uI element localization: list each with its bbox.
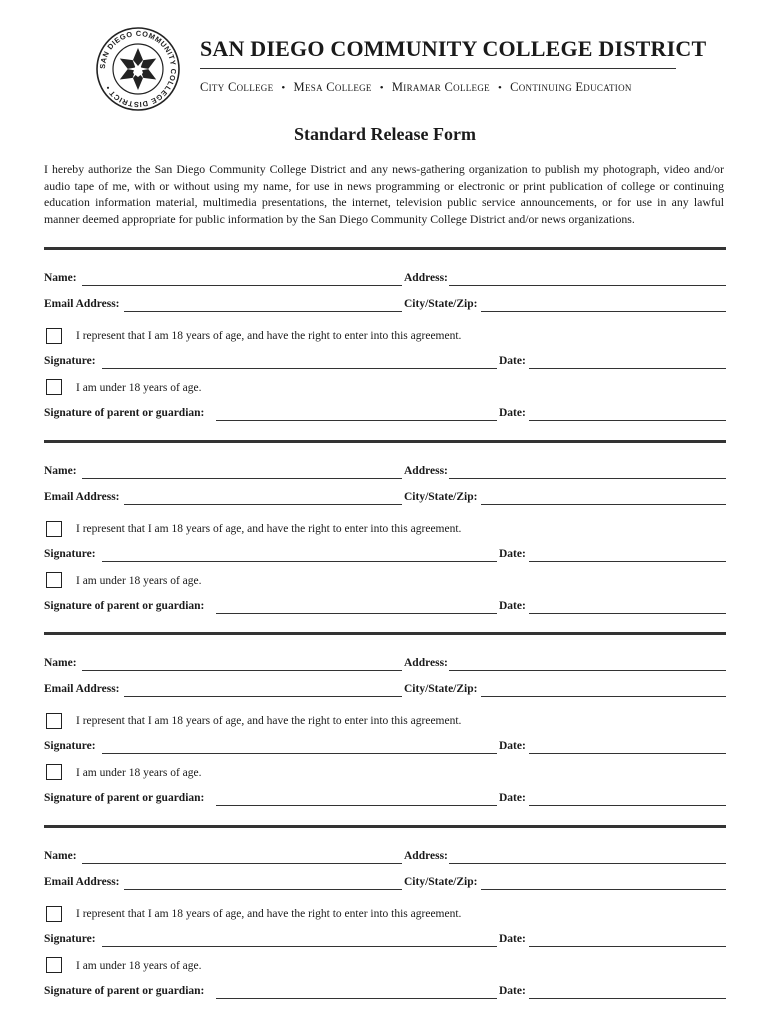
name-field[interactable] bbox=[82, 285, 402, 286]
college-list bbox=[200, 80, 632, 95]
guardian-signature-label: Signature of parent or guardian: bbox=[44, 407, 205, 419]
email-label: Email Address: bbox=[44, 876, 120, 888]
city-state-zip-field[interactable] bbox=[481, 889, 726, 890]
guardian-date-field[interactable] bbox=[529, 805, 726, 806]
adult-statement: I represent that I am 18 years of age, and have the right to enter into this agreement. bbox=[76, 523, 462, 535]
minor-statement: I am under 18 years of age. bbox=[76, 575, 202, 587]
minor-checkbox[interactable] bbox=[46, 957, 62, 973]
adult-statement: I represent that I am 18 years of age, and have the right to enter into this agreement. bbox=[76, 715, 462, 727]
separator-dot: • bbox=[497, 82, 503, 94]
release-entry-section bbox=[44, 440, 726, 632]
date-label: Date: bbox=[499, 740, 526, 752]
email-field[interactable] bbox=[124, 696, 402, 697]
signature-field[interactable] bbox=[102, 753, 497, 754]
release-entry-section bbox=[44, 247, 726, 439]
minor-statement: I am under 18 years of age. bbox=[76, 960, 202, 972]
name-field[interactable] bbox=[82, 863, 402, 864]
date-field[interactable] bbox=[529, 946, 726, 947]
section-divider bbox=[44, 247, 726, 250]
email-label: Email Address: bbox=[44, 298, 120, 310]
separator-dot: • bbox=[281, 82, 286, 94]
guardian-date-field[interactable] bbox=[529, 613, 726, 614]
guardian-date-label: Date: bbox=[499, 407, 526, 419]
city-state-zip-label: City/State/Zip: bbox=[404, 298, 478, 310]
separator-dot: • bbox=[379, 82, 384, 94]
adult-checkbox[interactable] bbox=[46, 713, 62, 729]
header-rule bbox=[200, 68, 676, 69]
date-label: Date: bbox=[499, 355, 526, 367]
address-field[interactable] bbox=[449, 285, 726, 286]
minor-statement: I am under 18 years of age. bbox=[76, 767, 202, 779]
signature-field[interactable] bbox=[102, 368, 497, 369]
address-field[interactable] bbox=[449, 670, 726, 671]
email-field[interactable] bbox=[124, 889, 402, 890]
date-field[interactable] bbox=[529, 753, 726, 754]
name-field[interactable] bbox=[82, 478, 402, 479]
city-state-zip-label: City/State/Zip: bbox=[404, 876, 478, 888]
date-field[interactable] bbox=[529, 561, 726, 562]
college-city: City College bbox=[200, 80, 274, 94]
college-mesa: Mesa College bbox=[293, 80, 372, 94]
guardian-date-field[interactable] bbox=[529, 998, 726, 999]
city-state-zip-field[interactable] bbox=[481, 311, 726, 312]
address-field[interactable] bbox=[449, 863, 726, 864]
guardian-signature-label: Signature of parent or guardian: bbox=[44, 600, 205, 612]
signature-field[interactable] bbox=[102, 561, 497, 562]
guardian-signature-field[interactable] bbox=[216, 998, 497, 999]
guardian-date-field[interactable] bbox=[529, 420, 726, 421]
college-miramar: Miramar College bbox=[391, 80, 490, 94]
adult-checkbox[interactable] bbox=[46, 521, 62, 537]
signature-field[interactable] bbox=[102, 946, 497, 947]
section-divider bbox=[44, 632, 726, 635]
guardian-date-label: Date: bbox=[499, 985, 526, 997]
city-state-zip-label: City/State/Zip: bbox=[404, 683, 478, 695]
guardian-signature-field[interactable] bbox=[216, 420, 497, 421]
release-entry-section bbox=[44, 825, 726, 1017]
address-field[interactable] bbox=[449, 478, 726, 479]
date-label: Date: bbox=[499, 548, 526, 560]
date-field[interactable] bbox=[529, 368, 726, 369]
city-state-zip-field[interactable] bbox=[481, 504, 726, 505]
email-field[interactable] bbox=[124, 311, 402, 312]
guardian-date-label: Date: bbox=[499, 792, 526, 804]
address-label: Address: bbox=[404, 657, 448, 669]
email-label: Email Address: bbox=[44, 491, 120, 503]
guardian-signature-field[interactable] bbox=[216, 613, 497, 614]
email-field[interactable] bbox=[124, 504, 402, 505]
adult-statement: I represent that I am 18 years of age, and have the right to enter into this agreement. bbox=[76, 908, 462, 920]
address-label: Address: bbox=[404, 465, 448, 477]
city-state-zip-label: City/State/Zip: bbox=[404, 491, 478, 503]
address-label: Address: bbox=[404, 272, 448, 284]
section-divider bbox=[44, 440, 726, 443]
name-label: Name: bbox=[44, 850, 77, 862]
minor-checkbox[interactable] bbox=[46, 572, 62, 588]
address-label: Address: bbox=[404, 850, 448, 862]
name-label: Name: bbox=[44, 657, 77, 669]
name-label: Name: bbox=[44, 465, 77, 477]
date-label: Date: bbox=[499, 933, 526, 945]
form-title: Standard Release Form bbox=[294, 124, 476, 144]
release-statement: I hereby authorize the San Diego Community College District and any news-gathering organization to publish my photograph, video and/or audio tape of me, with or without using my name, for use in news programming or electronic or print publication of college or continuing education information material, multimedia presentations, the internet, television public service announcements, or for use in any lawful manner deemed appropriate for public information by the San Diego Community College District and/or news organizations. bbox=[44, 162, 724, 226]
guardian-signature-field[interactable] bbox=[216, 805, 497, 806]
college-district-seal bbox=[96, 27, 180, 111]
district-name: SAN DIEGO COMMUNITY COLLEGE DISTRICT bbox=[200, 36, 707, 61]
name-field[interactable] bbox=[82, 670, 402, 671]
signature-label: Signature: bbox=[44, 548, 96, 560]
adult-checkbox[interactable] bbox=[46, 328, 62, 344]
guardian-signature-label: Signature of parent or guardian: bbox=[44, 792, 205, 804]
guardian-signature-label: Signature of parent or guardian: bbox=[44, 985, 205, 997]
signature-label: Signature: bbox=[44, 740, 96, 752]
name-label: Name: bbox=[44, 272, 77, 284]
svg-text:SAN DIEGO COMMUNITY COLLEGE DI: SAN DIEGO COMMUNITY COLLEGE DISTRICT • bbox=[97, 28, 179, 110]
signature-label: Signature: bbox=[44, 933, 96, 945]
minor-checkbox[interactable] bbox=[46, 379, 62, 395]
section-divider bbox=[44, 825, 726, 828]
minor-statement: I am under 18 years of age. bbox=[76, 382, 202, 394]
release-entry-section bbox=[44, 632, 726, 824]
signature-label: Signature: bbox=[44, 355, 96, 367]
city-state-zip-field[interactable] bbox=[481, 696, 726, 697]
minor-checkbox[interactable] bbox=[46, 764, 62, 780]
guardian-date-label: Date: bbox=[499, 600, 526, 612]
email-label: Email Address: bbox=[44, 683, 120, 695]
college-continuing-education: Continuing Education bbox=[510, 80, 632, 94]
adult-checkbox[interactable] bbox=[46, 906, 62, 922]
adult-statement: I represent that I am 18 years of age, and have the right to enter into this agreement. bbox=[76, 330, 462, 342]
